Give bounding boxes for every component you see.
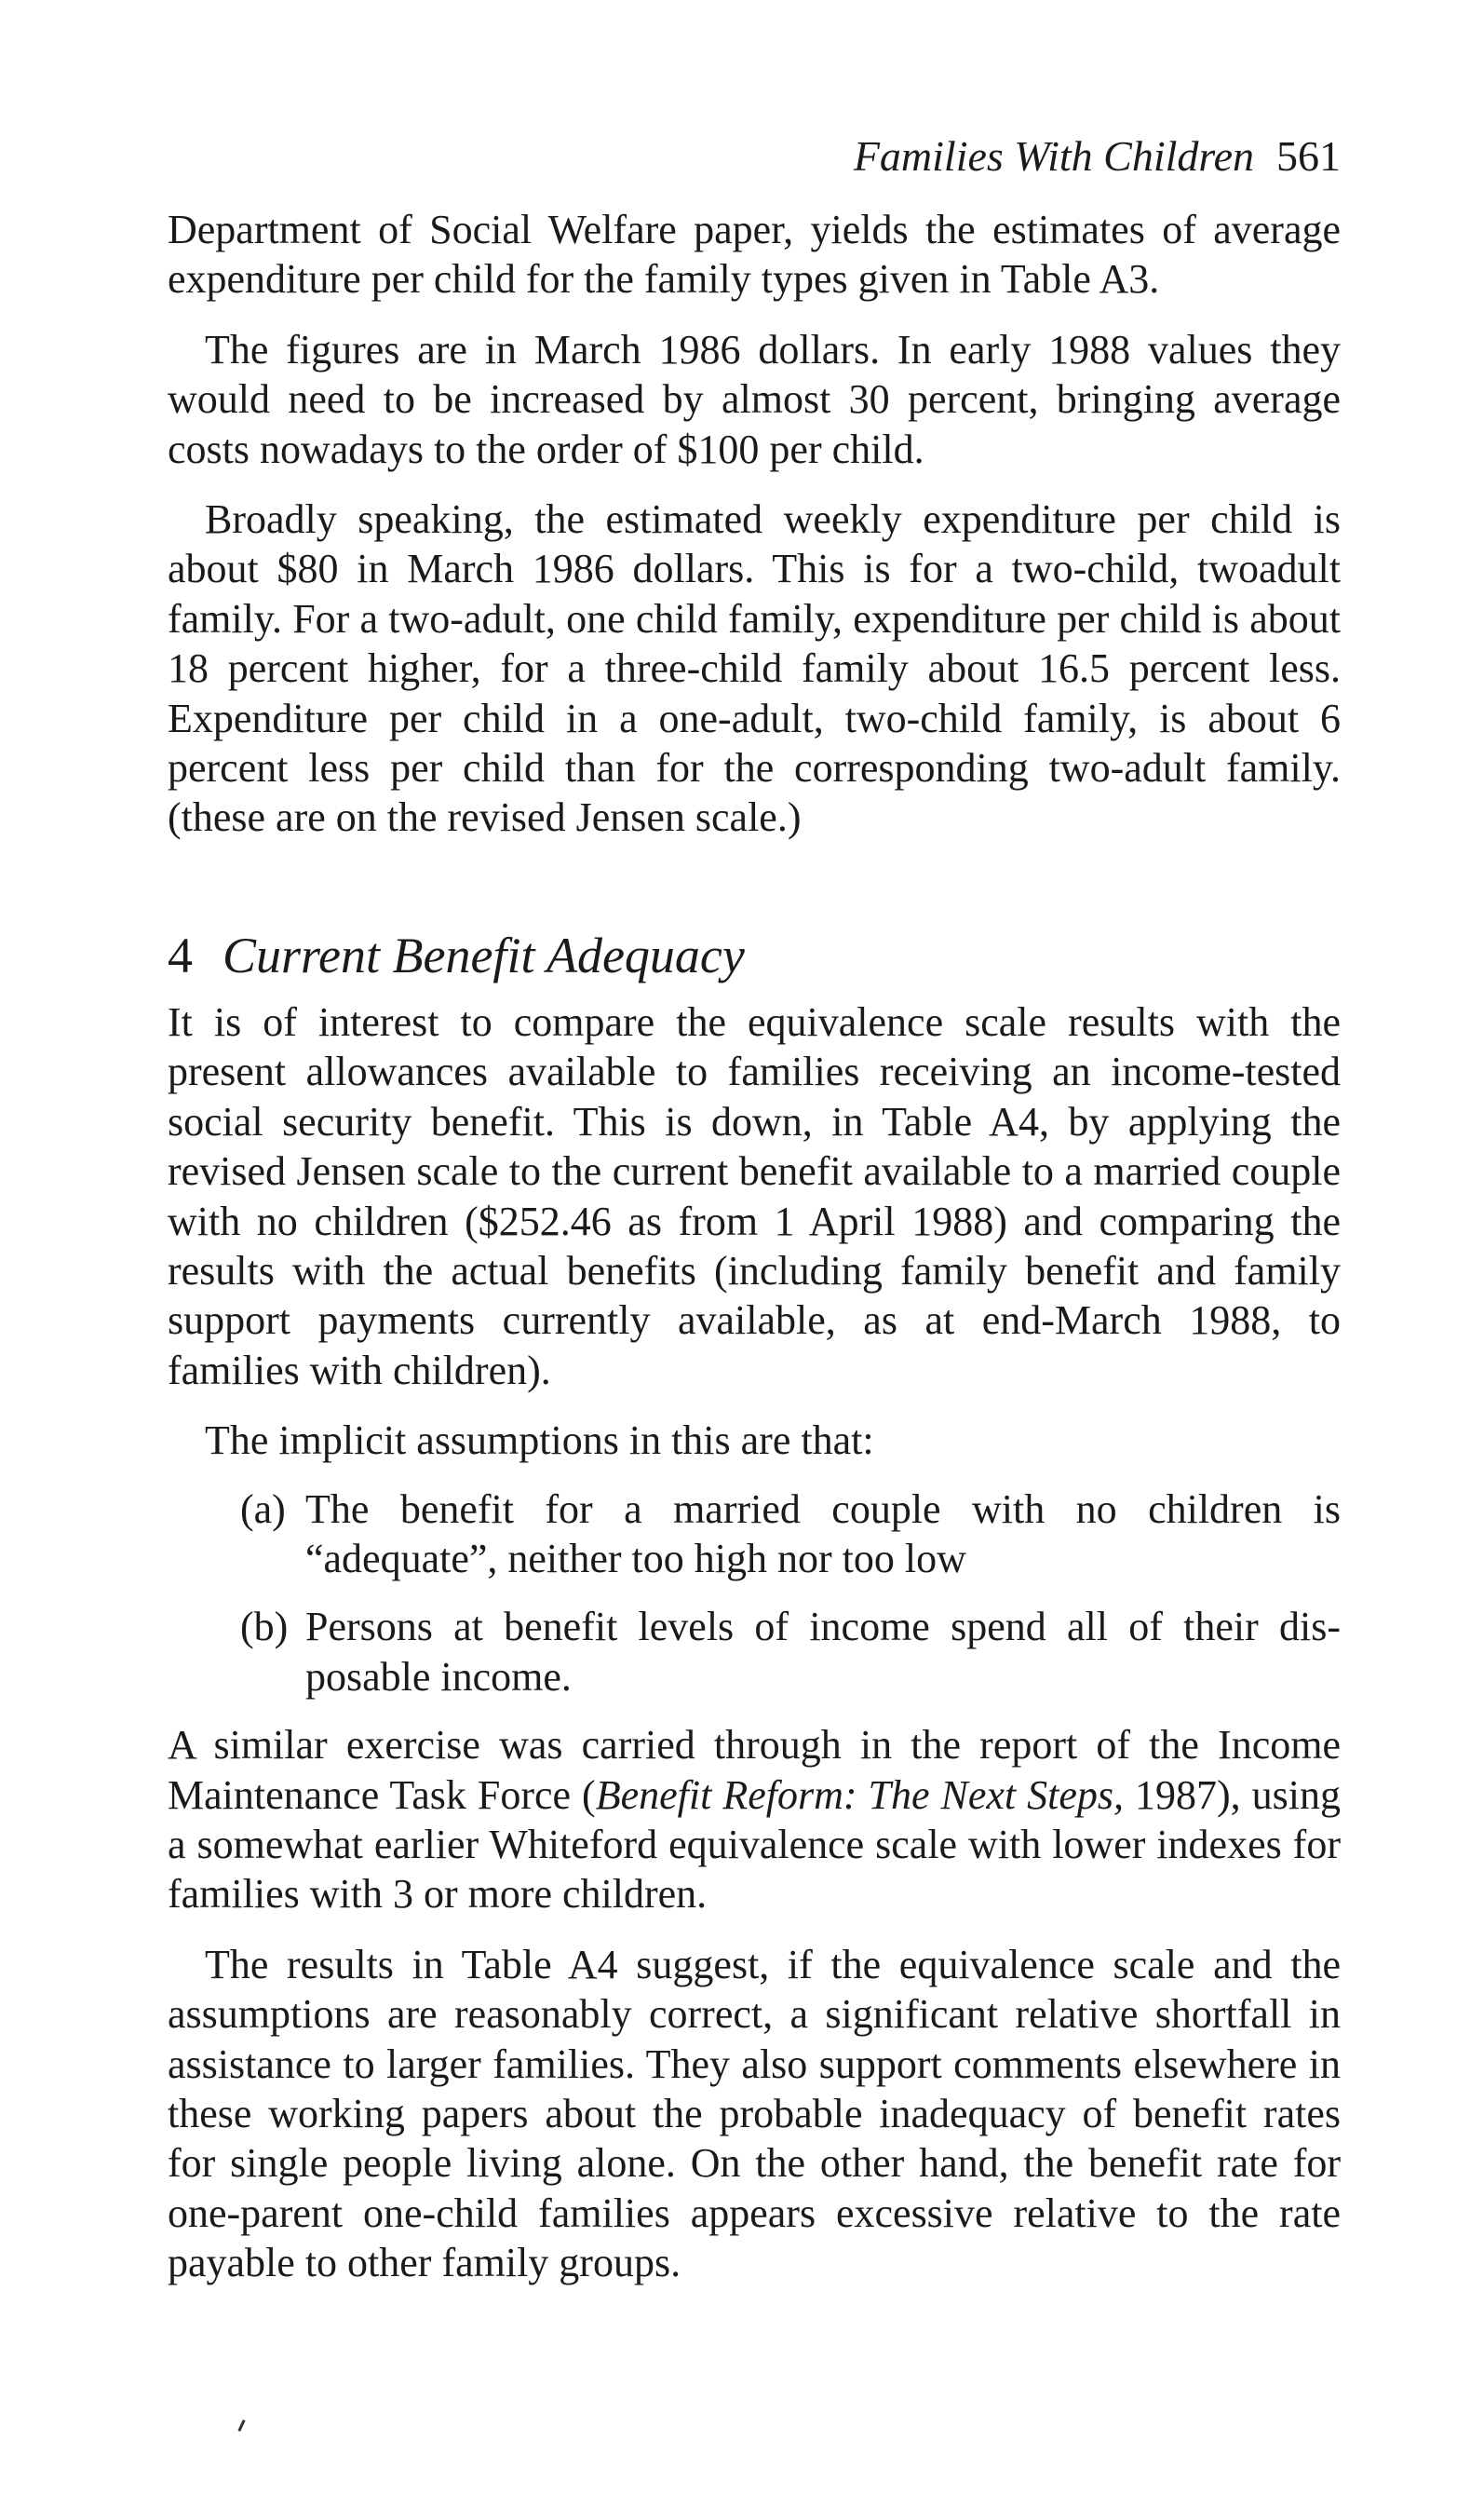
- paragraph-similar-exercise: [168, 1720, 1341, 1919]
- paragraph-figures: The figures are in March 1986 dollars. In early 1988 values they would need to be increased by almost 30 percent, bringing average costs nowadays to the order of $100 per child.: [168, 326, 1341, 472]
- paragraph-continued: Department of Social Welfare paper, yields the estimates of average expenditure per child for the family types given in Table A3.: [168, 207, 1341, 303]
- section-title: Current Benefit Adequacy: [223, 927, 745, 983]
- paragraph-compare: It is of interest to compare the equivalence scale results with the present allowances available to families receiving an income-tested social security benefit. This is down, in Table A4, by applying the revised Jensen scale to the current benefit available to a married couple with no children ($252.46 as from 1 April 1988) and comparing the results with the actual benefits (including family benefit and family support payments currently available, as at end-March 1988, to families with children).: [168, 998, 1341, 1393]
- running-head: [168, 130, 1341, 183]
- assumption-list: [168, 1484, 1341, 1702]
- list-text: Persons at benefit levels of income spend all of their disposable income.: [305, 1604, 1341, 1700]
- list-item: [168, 1484, 1341, 1584]
- paragraph-text: 1987), using a somewhat earlier Whiteford equivalence scale with lower indexes for families with 3 or more children.: [168, 1771, 1342, 1918]
- page-number: 561: [1276, 132, 1341, 180]
- list-text: The benefit for a married couple with no children is “adequate”, neither too high nor too low: [305, 1485, 1341, 1581]
- paragraph-expenditure: Broadly speaking, the estimated weekly expenditure per child is about $80 in March 1986 dollars. This is for a two-child, twoadult family. For a two-adult, one child family, expenditure per child is about 18 percent higher, for a three-child family about 16.5 percent less. Expenditure per child in a one-adult, two-child family, is about 6 percent less per child than for the corresponding two-adult family. (these are on the revised Jensen scale.): [168, 496, 1341, 841]
- stray-mark: [237, 2420, 245, 2432]
- running-title: Families With Children: [853, 132, 1254, 180]
- list-item: [168, 1602, 1341, 1701]
- report-title: Benefit Reform: The Next Steps,: [595, 1771, 1125, 1818]
- page: [168, 130, 1341, 2288]
- paragraph-text: A similar exercise was carried through in the report of the Income Maintenance Task Force (: [168, 1722, 1341, 1818]
- list-marker: (a): [240, 1485, 286, 1532]
- section-number: 4: [168, 927, 193, 983]
- list-marker: (b): [240, 1604, 289, 1650]
- paragraph-assumptions: The implicit assumptions in this are that:: [205, 1417, 874, 1464]
- section-heading: [168, 927, 1341, 984]
- paragraph-results: The results in Table A4 suggest, if the equivalence scale and the assumptions are reasonably correct, a significant relative shortfall in assistance to larger families. They also support comments elsewhere in these working papers about the probable inadequacy of benefit rates for single people living alone. On the other hand, the benefit rate for one-parent one-child families appears excessive relative to the rate payable to other family groups.: [168, 1941, 1341, 2286]
